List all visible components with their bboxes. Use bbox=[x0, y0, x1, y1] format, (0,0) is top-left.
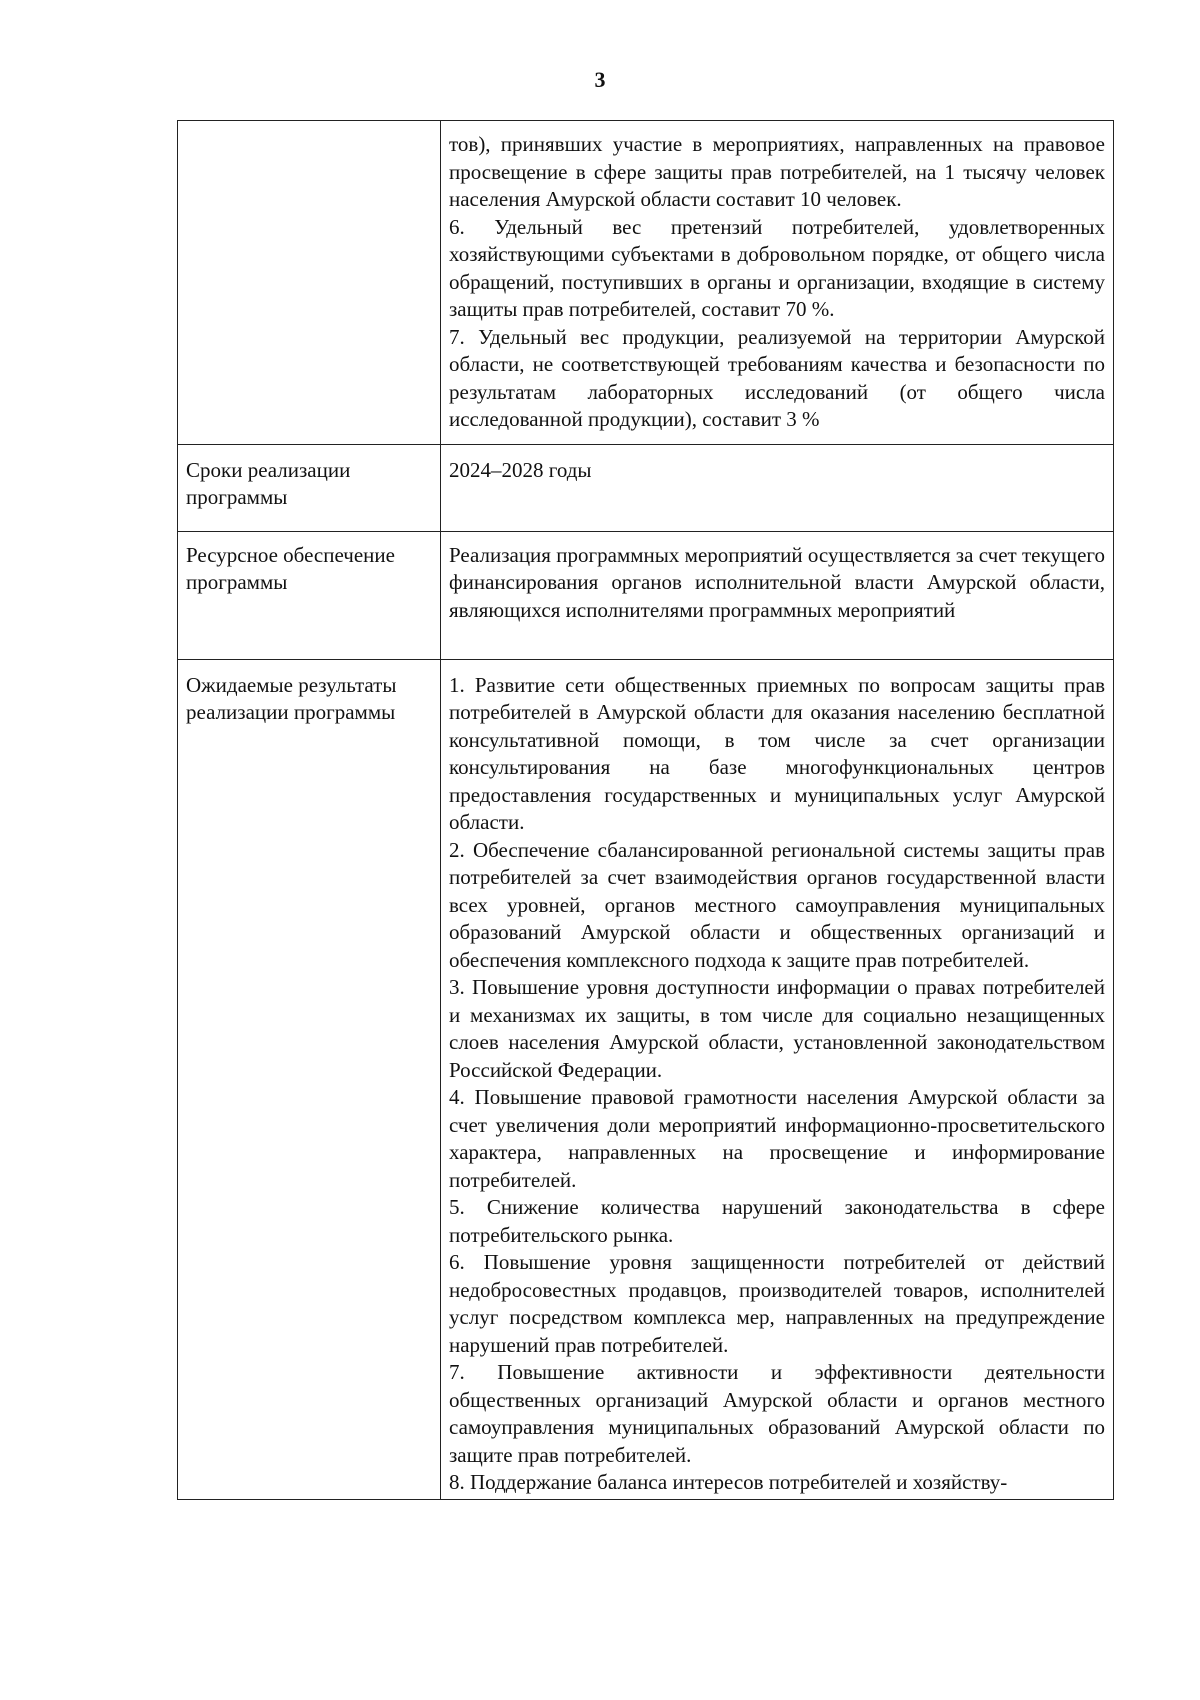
row-content: 1. Развитие сети общественных приемных по вопросам защиты прав потребителей в Амурской области для оказания населению бесплатной консультативной помощи, в том числе за счет организации консультирования на базе многофункциональных центров предоставления государственных и муниципальных услуг Амурской области. 2. Обеспечение сбалансированной региональной системы защиты прав потребителей за счет взаимодействия органов государственной власти всех уровней, органов местного самоуправления муниципальных образований Амурской области и общественных организаций и обеспечения комплексного подхода к защите прав потребителей. 3. Повышение уровня доступности информации о правах потребителей и механизмах их защиты, в том числе для социально незащищенных слоев населения Амурской области, установленной законодательством Российской Федерации. 4. Повышение правовой грамотности населения Амурской области за счет увеличения доли мероприятий информационно-просветительского характера, направленных на просвещение и информирование потребителей. 5. Снижение количества нарушений законодательства в сфере потребительского рынка. 6. Повышение уровня защищенности потребителей от действий недобросовестных продавцов, производителей товаров, исполнителей услуг посредством комплекса мер, направленных на предупреждение нарушений прав потребителей. 7. Повышение активности и эффективности деятельности общественных организаций Амурской области и органов местного самоуправления муниципальных образований Амурской области по защите прав потребителей. 8. Поддержание баланса интересов потребителей и хозяйству- bbox=[449, 672, 1105, 1494]
table-row-terms bbox=[178, 444, 1114, 531]
row-label: Ожидаемые результаты реализации программы bbox=[186, 672, 397, 724]
page-number: 3 bbox=[594, 67, 606, 92]
passport-table bbox=[177, 120, 1114, 1500]
row-content-indicators bbox=[441, 121, 1114, 445]
row-label-expected-results bbox=[178, 659, 441, 1499]
row-label: Сроки реализации программы bbox=[186, 457, 351, 509]
row-label: Ресурсное обеспечение программы bbox=[186, 542, 395, 594]
row-label-terms bbox=[178, 444, 441, 531]
table-row-indicators-continued bbox=[178, 121, 1114, 445]
row-label-empty bbox=[178, 121, 441, 445]
row-content: Реализация программных мероприятий осуществляется за счет текущего финансирования органов исполнительной власти Амурской области, являющихся исполнителями программных мероприятий bbox=[449, 542, 1105, 622]
row-content: 2024–2028 годы bbox=[449, 457, 592, 482]
row-content: тов), принявших участие в мероприятиях, направленных на правовое просвещение в сфере защиты прав потребителей, на 1 тысячу человек населения Амурской области составит 10 человек. 6. Удельный вес претензий потребителей, удовлетворенных хозяйствующими субъектами в добровольном порядке, от общего числа обращений, поступивших в органы и организации, входящие в систему защиты прав потребителей, составит 70 %. 7. Удельный вес продукции, реализуемой на территории Амурской области, не соответствующей требованиям качества и безопасности по результатам лабораторных исследований (от общего числа исследованной продукции), составит 3 % bbox=[449, 132, 1105, 431]
row-content-resources bbox=[441, 531, 1114, 659]
row-content-terms bbox=[441, 444, 1114, 531]
row-content-expected-results bbox=[441, 659, 1114, 1499]
table-row-expected-results bbox=[178, 659, 1114, 1499]
table-row-resources bbox=[178, 531, 1114, 659]
row-label-resources bbox=[178, 531, 441, 659]
